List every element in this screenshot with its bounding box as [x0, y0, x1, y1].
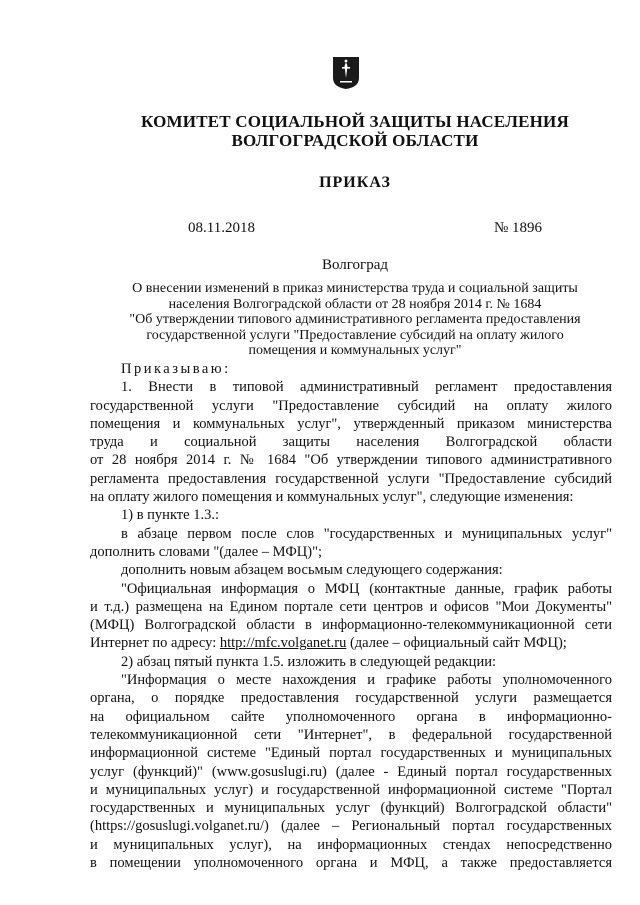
link-prefix-text: Интернет по адресу:	[90, 635, 220, 652]
organization-name-line-1: КОМИТЕТ СОЦИАЛЬНОЙ ЗАЩИТЫ НАСЕЛЕНИЯ	[141, 112, 569, 131]
document-type-title: ПРИКАЗ	[319, 174, 391, 191]
paragraph-line: (https://gosuslugi.volganet.ru/) (далее – Региональный портал государственных	[90, 818, 612, 835]
link-suffix-text: (далее – официальный сайт МФЦ);	[346, 635, 567, 652]
paragraph-line: "Официальная информация о МФЦ (контактные данные, график работы	[121, 580, 612, 597]
subject-line: помещения и коммунальных услуг"	[248, 343, 462, 358]
paragraph-line: телекоммуникационной сети "Интернет", в федеральной государственной	[90, 726, 612, 743]
paragraph-line: и муниципальных услуг) и государственной информационной системе "Портал	[90, 781, 612, 798]
volgograd-coat-of-arms-icon	[332, 56, 360, 90]
paragraph-line: труда и социальной защиты населения Волгоградской области	[90, 434, 612, 451]
paragraph-line: дополнить словами "(далее – МФЦ)";	[90, 543, 323, 560]
subject-line: "Об утверждении типового административного регламента предоставления	[129, 312, 581, 327]
paragraph-line: в помещении уполномоченного органа и МФЦ, а также предоставляется	[90, 855, 612, 872]
paragraph-line: в абзаце первом после слов "государственных и муниципальных услуг"	[121, 525, 612, 542]
subject-line: государственной услуги "Предоставление субсидий на оплату жилого	[146, 327, 564, 343]
paragraph-line	[90, 634, 612, 652]
paragraph-line: на официальном сайте уполномоченного органа в информационно-	[90, 708, 612, 725]
paragraph-line: информационной системе "Единый портал государственных и муниципальных	[90, 745, 612, 762]
order-date: 08.11.2018	[188, 220, 255, 236]
order-body	[90, 360, 612, 872]
organization-name-line-2: ВОЛГОГРАДСКОЙ ОБЛАСТИ	[231, 131, 479, 150]
list-item-1: 1) в пункте 1.3.:	[121, 507, 219, 524]
paragraph-line: и муниципальных услуг), на информационных стендах непосредственно	[90, 836, 612, 853]
mfc-website-link[interactable]: http://mfc.volganet.ru	[219, 635, 347, 652]
paragraph-line: регламента предоставления государственной услуги "Предоставление субсидий	[90, 470, 612, 487]
paragraph-line: 1. Внести в типовой административный регламент предоставления	[121, 379, 612, 396]
subject-line: населения Волгоградской области от 28 ноября 2014 г. № 1684	[168, 296, 542, 312]
issue-city: Волгоград	[321, 257, 388, 273]
paragraph-line: и т.д.) размещена на Едином портале сети центров и офисов "Мои Документы"	[90, 598, 612, 615]
list-item-2: 2) абзац пятый пункта 1.5. изложить в следующей редакции:	[121, 653, 496, 670]
paragraph-line: "Информация о месте нахождения и графике работы уполномоченного	[121, 672, 612, 689]
paragraph-line: помещения и коммунальных услуг", утвержденный приказом министерства	[90, 415, 612, 432]
paragraph-line: на оплату жилого помещения и коммунальных услуг", следующие изменения:	[90, 489, 574, 506]
subject-line: О внесении изменений в приказ министерства труда и социальной защиты	[132, 281, 578, 296]
paragraph-line: дополнить новым абзацем восьмым следующего содержания:	[121, 562, 503, 579]
order-subject	[90, 281, 620, 359]
paragraph-line: органа, о порядке предоставления государственной услуги размещается	[90, 690, 612, 707]
paragraph-line: государственной услуги "Предоставление субсидий на оплату жилого	[90, 397, 612, 414]
order-number: № 1896	[494, 220, 543, 236]
paragraph-line: от 28 ноября 2014 г. № 1684 "Об утверждении типового административного	[90, 452, 612, 469]
paragraph-line: (МФЦ) Волгоградской области в информационно-телекоммуникационной сети	[90, 617, 612, 634]
paragraph-line: услуг (функций)" (www.gosuslugi.ru) (далее - Единый портал государственных	[90, 763, 612, 780]
order-directive-word: Приказываю:	[121, 361, 231, 377]
paragraph-line: государственных и муниципальных услуг (функций) Волгоградской области"	[90, 800, 612, 817]
